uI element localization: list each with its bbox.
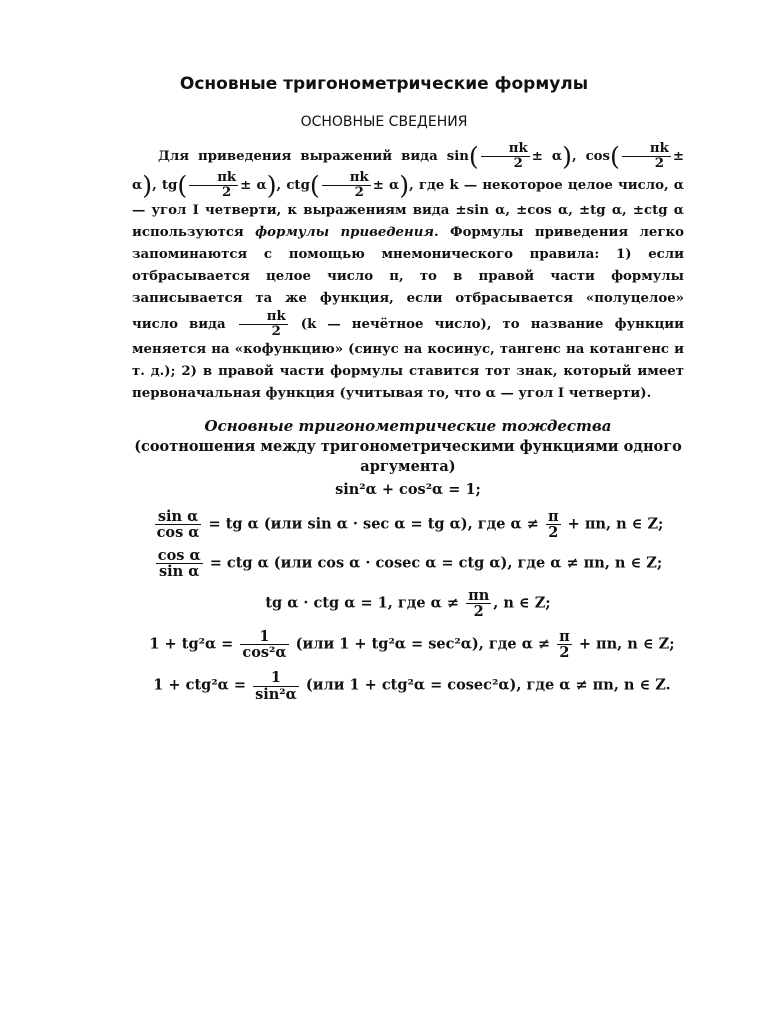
formula-cotangent: $\frac{\text{cos α}}{\text{sin α}}$ = ctg α (или cos α · cosec α = ctg α), где α ≠ πn, n ∈ Z;: [157, 547, 663, 581]
section-title: Основные тригонометрические тождества: [204, 416, 612, 435]
formula-tangent: $\frac{\text{sin α}}{\text{cos α}}$ = tg α (или sin α · sec α = tg α), где α ≠ $\frac{\pi}{2}$ + πn, n ∈ Z;: [156, 507, 664, 541]
document-body: [132, 142, 684, 702]
page-title: Основные тригонометрические формулы: [179, 74, 589, 94]
formula-ctg-square: 1 + ctg²α = $\frac{1}{\text{sin²α}}$ (или 1 + ctg²α = cosec²α), где α ≠ πn, n ∈ Z.: [153, 669, 671, 703]
page-subtitle: ОСНОВНЫЕ СВЕДЕНИЯ: [300, 114, 468, 130]
formula-tg-ctg-product: tg α · ctg α = 1, где α ≠ $\frac{\pi n}{2}$ , n ∈ Z;: [265, 586, 551, 620]
intro-paragraph: Для приведения выражений вида sin( $\frac{\pi k}{2}$ ± α), cos( $\frac{\pi k}{2}$ ± α), tg( $\frac{\pi k}{2}$ ± α), ctg( $\frac{\pi k}{2}$ ± α), где k — некоторое целое число, α — угол I четверти, к выражениям вида ±sin α, ±cos α, ±tg α, ±ctg α используются формулы приведения. Формулы приведения легко запоминаются с помощью мнемонического правила: 1) если отбрасывается целое число π, то в правой части формулы записывается та же функция, если отбрасывается «полуцелое» число вида $\frac{\pi k}{2}$ (k — нечётное число), то название функции меняется на «кофункцию» (синус на косинус, тангенс на котангенс и т. д.); 2) в правой части формулы ставится тот знак, который имеет первоначальная функция (учитывая то, что α — угол I четверти).: [132, 141, 685, 401]
formula-tg-square: 1 + tg²α = $\frac{1}{\text{cos²α}}$ (или 1 + tg²α = sec²α), где α ≠ $\frac{\pi}{2}$ + πn, n ∈ Z;: [149, 628, 675, 662]
formula-pythagorean: sin²α + cos²α = 1;: [335, 480, 481, 498]
section-subtitle: (соотношения между тригонометрическими функциями одного аргумента): [134, 437, 682, 475]
